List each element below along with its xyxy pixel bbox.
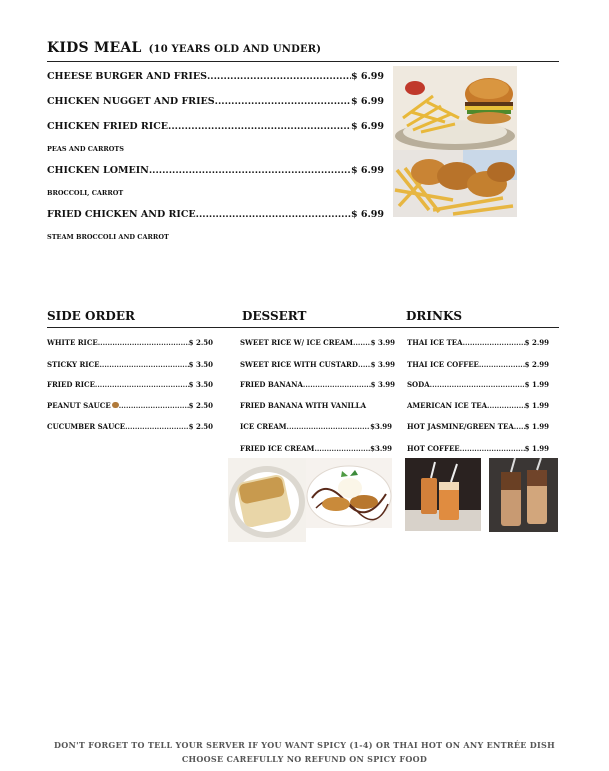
footer-refund-note: CHOOSE CAREFULLY NO REFUND ON SPICY FOOD: [181, 754, 428, 764]
side-item-price: $ 2.50: [188, 338, 213, 347]
kids-item-note: PEAS AND CARROTS: [47, 145, 124, 153]
leader-dots: [99, 360, 188, 369]
dessert-item: [240, 380, 395, 389]
leader-dots: [460, 444, 525, 453]
side-item-name: STICKY RICE: [47, 360, 100, 369]
side-item-name: CUCUMBER SAUCE: [47, 422, 126, 431]
leader-dots: [207, 71, 351, 82]
kids-item-note: BROCCOLI, CARROT: [47, 189, 124, 197]
drink-item-price: $ 2.99: [524, 360, 549, 369]
kids-item: [47, 121, 384, 132]
kids-item: [47, 71, 384, 82]
peanut-icon: [112, 402, 119, 408]
kids-meal-divider: [47, 61, 559, 62]
leader-dots: [479, 360, 525, 369]
drink-item-price: $ 1.99: [524, 422, 549, 431]
kids-meal-subtitle: (10 YEARS OLD AND UNDER): [148, 44, 322, 55]
leader-dots: [487, 401, 525, 410]
side-order-item: [47, 360, 213, 369]
footer-spicy-note: DON'T FORGET TO TELL YOUR SERVER IF YOU WANT SPICY (1-4) OR THAI HOT ON ANY ENTRÉE DISH: [54, 740, 555, 750]
kids-item: [47, 209, 384, 220]
dessert-item: [240, 401, 395, 410]
dessert-item-price: $3.99: [370, 422, 392, 431]
drinks-item: [407, 380, 549, 389]
leader-dots: [303, 380, 371, 389]
nuggets-fries-photo: [393, 150, 517, 217]
side-item-price: $ 2.50: [188, 401, 213, 410]
side-item-name: FRIED RICE: [47, 380, 95, 389]
side-order-item: [47, 338, 213, 347]
sections-divider: [47, 327, 559, 328]
drinks-item: [407, 422, 549, 431]
side-item-price: $ 3.50: [188, 380, 213, 389]
dessert-item-price: $ 3.99: [370, 380, 395, 389]
leader-dots: [119, 401, 189, 410]
fried-banana-ice-cream-photo: [306, 458, 392, 528]
dessert-item: [240, 338, 395, 347]
kids-item: [47, 165, 384, 176]
kids-item-price: $ 6.99: [350, 209, 384, 220]
drink-item-name: HOT COFFEE: [407, 444, 460, 453]
side-item-price: $ 3.50: [188, 360, 213, 369]
leader-dots: [353, 338, 371, 347]
dessert-item-name: FRIED ICE CREAM: [240, 444, 315, 453]
kids-item-note: STEAM BROCCOLI AND CARROT: [47, 233, 169, 241]
side-order-item: [47, 401, 213, 410]
dessert-item-name: FRIED BANANA WITH VANILLA: [240, 401, 367, 410]
side-item-name: PEANUT SAUCE: [47, 401, 111, 410]
leader-dots: [98, 338, 189, 347]
dessert-item-name: SWEET RICE W/ ICE CREAM: [240, 338, 354, 347]
dessert-item: [240, 360, 395, 369]
side-item-price: $ 2.50: [188, 422, 213, 431]
kids-item-name: CHICKEN FRIED RICE: [47, 121, 169, 132]
leader-dots: [514, 422, 525, 431]
dessert-item-price: $ 3.99: [370, 338, 395, 347]
drinks-item: [407, 401, 549, 410]
drink-item-price: $ 1.99: [524, 444, 549, 453]
kids-item-name: CHEESE BURGER AND FRIES: [47, 71, 207, 82]
kids-item-price: $ 6.99: [350, 165, 384, 176]
side-order-item: [47, 380, 213, 389]
leader-dots: [430, 380, 525, 389]
kids-item-name: CHICKEN LOMEIN: [47, 165, 149, 176]
leader-dots: [358, 360, 371, 369]
drinks-item: [407, 338, 549, 347]
side-order-item: [47, 422, 213, 431]
leader-dots: [125, 422, 189, 431]
drink-item-name: SODA: [407, 380, 430, 389]
leader-dots: [149, 165, 351, 176]
dessert-item-price: $ 3.99: [370, 360, 395, 369]
leader-dots: [215, 96, 351, 107]
drink-item-name: HOT JASMINE/GREEN TEA: [407, 422, 514, 431]
dessert-item-name: FRIED BANANA: [240, 380, 303, 389]
burger-fries-photo: [393, 66, 517, 150]
sweet-rice-custard-photo: [228, 458, 306, 542]
dessert-item-name: SWEET RICE WITH CUSTARD: [240, 360, 358, 369]
side-order-title: SIDE ORDER: [47, 309, 135, 323]
leader-dots: [463, 338, 525, 347]
kids-item-price: $ 6.99: [350, 121, 384, 132]
kids-item-price: $ 6.99: [350, 71, 384, 82]
dessert-item-price: $3.99: [370, 444, 392, 453]
kids-item-name: CHICKEN NUGGET AND FRIES: [47, 96, 215, 107]
dessert-item: [240, 422, 392, 431]
drink-item-price: $ 2.99: [524, 338, 549, 347]
leader-dots: [196, 209, 351, 220]
leader-dots: [314, 444, 370, 453]
kids-meal-heading: [47, 40, 321, 56]
side-item-name: WHITE RICE: [47, 338, 98, 347]
drink-item-price: $ 1.99: [524, 380, 549, 389]
drink-item-price: $ 1.99: [524, 401, 549, 410]
kids-meal-title: KIDS MEAL: [47, 40, 142, 56]
drink-item-name: AMERICAN ICE TEA: [407, 401, 488, 410]
thai-iced-tea-photo: [405, 458, 481, 531]
dessert-item: [240, 444, 392, 453]
drinks-title: DRINKS: [406, 309, 463, 323]
dessert-title: DESSERT: [242, 309, 307, 323]
leader-dots: [95, 380, 189, 389]
kids-item-price: $ 6.99: [350, 96, 384, 107]
dessert-item-name: ICE CREAM: [240, 422, 287, 431]
leader-dots: [287, 422, 371, 431]
drinks-item: [407, 444, 549, 453]
leader-dots: [168, 121, 351, 132]
drink-item-name: THAI ICE COFFEE: [407, 360, 479, 369]
drink-item-name: THAI ICE TEA: [407, 338, 463, 347]
drinks-item: [407, 360, 549, 369]
kids-item-name: FRIED CHICKEN AND RICE: [47, 209, 196, 220]
thai-iced-coffee-photo: [489, 458, 558, 532]
kids-item: [47, 96, 384, 107]
